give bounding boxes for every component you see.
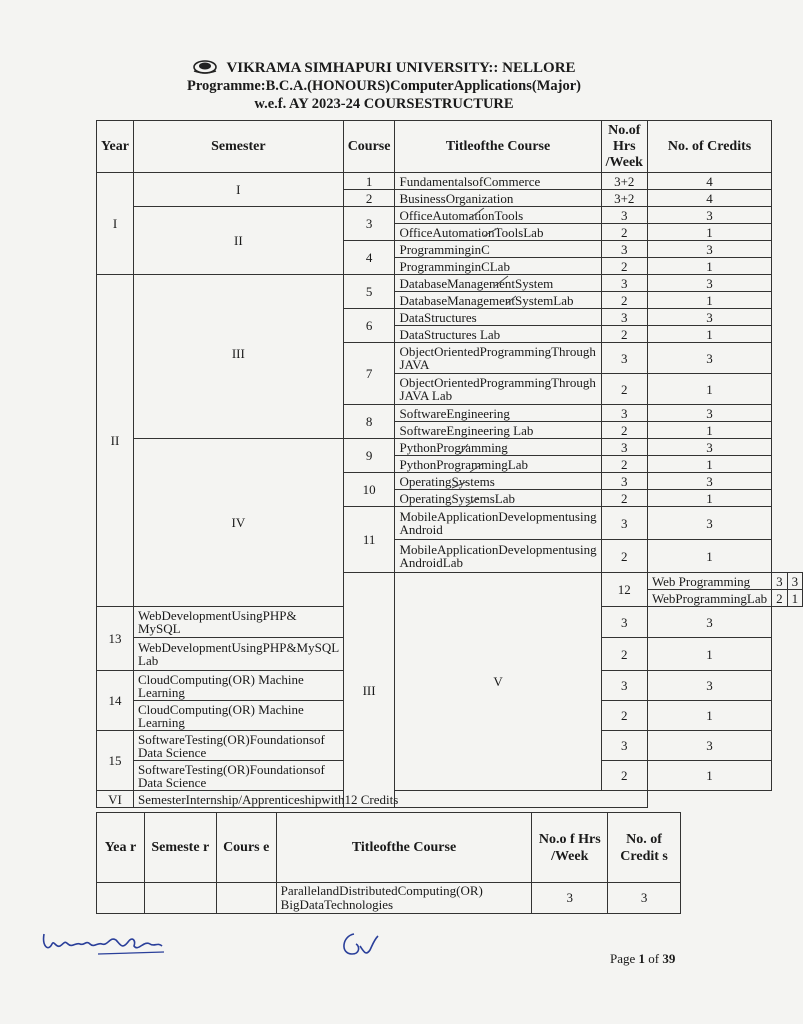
title-cell: ParallelandDistributedComputing(OR) BigDataTechnologies	[276, 883, 532, 914]
credits-cell: 4	[647, 190, 771, 207]
course-cell: 4	[343, 241, 395, 275]
hrs-cell: 3	[601, 343, 647, 374]
hrs-cell: 2	[601, 224, 647, 241]
programme-line: Programme:B.C.A.(HONOURS)ComputerApplications(Major)	[187, 78, 581, 94]
hrs-cell: 3	[601, 507, 647, 540]
hrs-cell: 3	[601, 731, 647, 761]
title-cell: ProgramminginC	[395, 241, 601, 258]
credits-cell: 3	[647, 343, 771, 374]
header-credits: No. of Credit s	[608, 813, 681, 883]
course-cell: 5	[343, 275, 395, 309]
course-cell: 11	[343, 507, 395, 573]
credits-cell: 1	[787, 590, 803, 607]
title-cell: CloudComputing(OR) Machine Learning	[134, 671, 344, 701]
credits-cell: 3	[647, 275, 771, 292]
title-cell: WebDevelopmentUsingPHP&MySQL Lab	[134, 638, 344, 671]
course-cell: 15	[97, 731, 134, 791]
hrs-cell: 3	[601, 207, 647, 224]
hrs-cell: 3	[601, 439, 647, 456]
hrs-cell: 3+2	[601, 190, 647, 207]
year-cell	[97, 883, 145, 914]
title-cell: SoftwareEngineering Lab	[395, 422, 601, 439]
title-cell: SoftwareTesting(OR)Foundationsof Data Science	[134, 761, 344, 791]
internship-cell: SemesterInternship/Apprenticeshipwith12 Credits	[134, 791, 648, 808]
hrs-cell: 3+2	[601, 173, 647, 190]
course-cell: 6	[343, 309, 395, 343]
credits-cell: 3	[647, 207, 771, 224]
title-cell: WebProgrammingLab	[647, 590, 771, 607]
credits-cell: 1	[647, 456, 771, 473]
title-cell: ObjectOrientedProgrammingThrough JAVA Lab	[395, 374, 601, 405]
semester-cell: VI	[97, 791, 134, 808]
credits-cell: 1	[647, 490, 771, 507]
hrs-cell: 2	[601, 456, 647, 473]
credits-cell: 3	[647, 671, 771, 701]
header-semester: Semeste r	[144, 813, 216, 883]
header-course: Course	[343, 121, 395, 173]
hrs-cell: 2	[601, 490, 647, 507]
credits-cell: 3	[647, 473, 771, 490]
hrs-cell: 2	[601, 701, 647, 731]
title-cell: Web Programming	[647, 573, 771, 590]
credits-cell: 3	[787, 573, 803, 590]
title-cell: DatabaseManagementSystem	[395, 275, 601, 292]
course-cell: 3	[343, 207, 395, 241]
course-cell: 13	[97, 607, 134, 671]
course-structure-table-continued	[96, 812, 681, 914]
semester-cell: IV	[134, 439, 344, 607]
hrs-cell: 2	[601, 326, 647, 343]
table-row	[97, 791, 803, 808]
course-cell: 14	[97, 671, 134, 731]
credits-cell: 3	[647, 405, 771, 422]
header-title: Titleofthe Course	[276, 813, 532, 883]
title-cell: DatabaseManagementSystemLab	[395, 292, 601, 309]
header-year: Yea r	[97, 813, 145, 883]
course-cell: 7	[343, 343, 395, 405]
signature-initials	[336, 928, 386, 962]
header-semester: Semester	[134, 121, 344, 173]
credits-cell: 4	[647, 173, 771, 190]
credits-cell: 1	[647, 540, 771, 573]
title-cell: CloudComputing(OR) Machine Learning	[134, 701, 344, 731]
credits-cell: 1	[647, 326, 771, 343]
title-cell: SoftwareEngineering	[395, 405, 601, 422]
course-cell: 12	[601, 573, 647, 607]
document-header	[0, 58, 768, 113]
hrs-cell: 3	[601, 275, 647, 292]
hrs-cell: 3	[772, 573, 788, 590]
title-cell: PythonProgrammingLab	[395, 456, 601, 473]
structure-line: w.e.f. AY 2023-24 COURSESTRUCTURE	[254, 96, 514, 112]
hrs-cell: 2	[601, 540, 647, 573]
hrs-cell: 3	[532, 883, 608, 914]
credits-cell: 3	[647, 507, 771, 540]
title-cell: ProgramminginCLab	[395, 258, 601, 275]
credits-cell: 1	[647, 374, 771, 405]
hrs-cell: 2	[601, 258, 647, 275]
header-title: Titleofthe Course	[395, 121, 601, 173]
course-cell: 2	[343, 190, 395, 207]
credits-cell: 1	[647, 224, 771, 241]
course-cell	[216, 883, 276, 914]
credits-cell: 3	[647, 439, 771, 456]
course-cell: 10	[343, 473, 395, 507]
table-header-row	[97, 121, 803, 173]
university-name: VIKRAMA SIMHAPURI UNIVERSITY:: NELLORE	[226, 60, 576, 76]
year-cell: III	[343, 573, 395, 808]
title-cell: BusinessOrganization	[395, 190, 601, 207]
course-cell: 9	[343, 439, 395, 473]
semester-cell: III	[134, 275, 344, 439]
university-line	[0, 58, 768, 77]
credits-cell: 1	[647, 638, 771, 671]
title-cell: OperatingSystemsLab	[395, 490, 601, 507]
credits-cell: 3	[647, 241, 771, 258]
title-cell: PythonProgramming	[395, 439, 601, 456]
hrs-cell: 3	[601, 241, 647, 258]
signature-left	[38, 922, 168, 962]
hrs-cell: 2	[601, 422, 647, 439]
year-cell: II	[97, 275, 134, 607]
credits-cell: 1	[647, 258, 771, 275]
header-credits: No. of Credits	[647, 121, 771, 173]
hrs-cell: 3	[601, 473, 647, 490]
credits-cell: 1	[647, 422, 771, 439]
hrs-cell: 3	[601, 671, 647, 701]
title-cell: MobileApplicationDevelopmentusing Android	[395, 507, 601, 540]
header-hrs: No.o f Hrs /Week	[532, 813, 608, 883]
title-cell: WebDevelopmentUsingPHP& MySQL	[134, 607, 344, 638]
title-cell: DataStructures	[395, 309, 601, 326]
hrs-cell: 3	[601, 309, 647, 326]
title-cell: OperatingSystems	[395, 473, 601, 490]
credits-cell: 1	[647, 761, 771, 791]
header-course: Cours e	[216, 813, 276, 883]
hrs-cell: 2	[772, 590, 788, 607]
semester-cell: I	[134, 173, 344, 207]
course-cell: 8	[343, 405, 395, 439]
title-cell: SoftwareTesting(OR)Foundationsof Data Science	[134, 731, 344, 761]
title-cell: OfficeAutomationToolsLab	[395, 224, 601, 241]
credits-cell: 3	[647, 731, 771, 761]
hrs-cell: 3	[601, 405, 647, 422]
hrs-cell: 3	[601, 607, 647, 638]
title-cell: ObjectOrientedProgrammingThrough JAVA	[395, 343, 601, 374]
title-cell: DataStructures Lab	[395, 326, 601, 343]
course-cell: 1	[343, 173, 395, 190]
university-logo-icon	[192, 58, 218, 74]
header-year: Year	[97, 121, 134, 173]
credits-cell: 1	[647, 292, 771, 309]
title-cell: OfficeAutomationTools	[395, 207, 601, 224]
header-hrs: No.of Hrs /Week	[601, 121, 647, 173]
table-row	[97, 173, 803, 190]
margin-marks	[440, 200, 560, 520]
table-header-row	[97, 813, 681, 883]
hrs-cell: 2	[601, 292, 647, 309]
semester-cell: II	[134, 207, 344, 275]
hrs-cell: 2	[601, 638, 647, 671]
year-cell: I	[97, 173, 134, 275]
hrs-cell: 2	[601, 374, 647, 405]
credits-cell: 3	[608, 883, 681, 914]
credits-cell: 1	[647, 701, 771, 731]
title-cell: MobileApplicationDevelopmentusing AndroidLab	[395, 540, 601, 573]
table-row	[97, 883, 681, 914]
hrs-cell: 2	[601, 761, 647, 791]
semester-cell: V	[395, 573, 601, 791]
credits-cell: 3	[647, 607, 771, 638]
page-number: Page 1 of 39	[610, 951, 676, 966]
semester-cell	[144, 883, 216, 914]
title-cell: FundamentalsofCommerce	[395, 173, 601, 190]
credits-cell: 3	[647, 309, 771, 326]
